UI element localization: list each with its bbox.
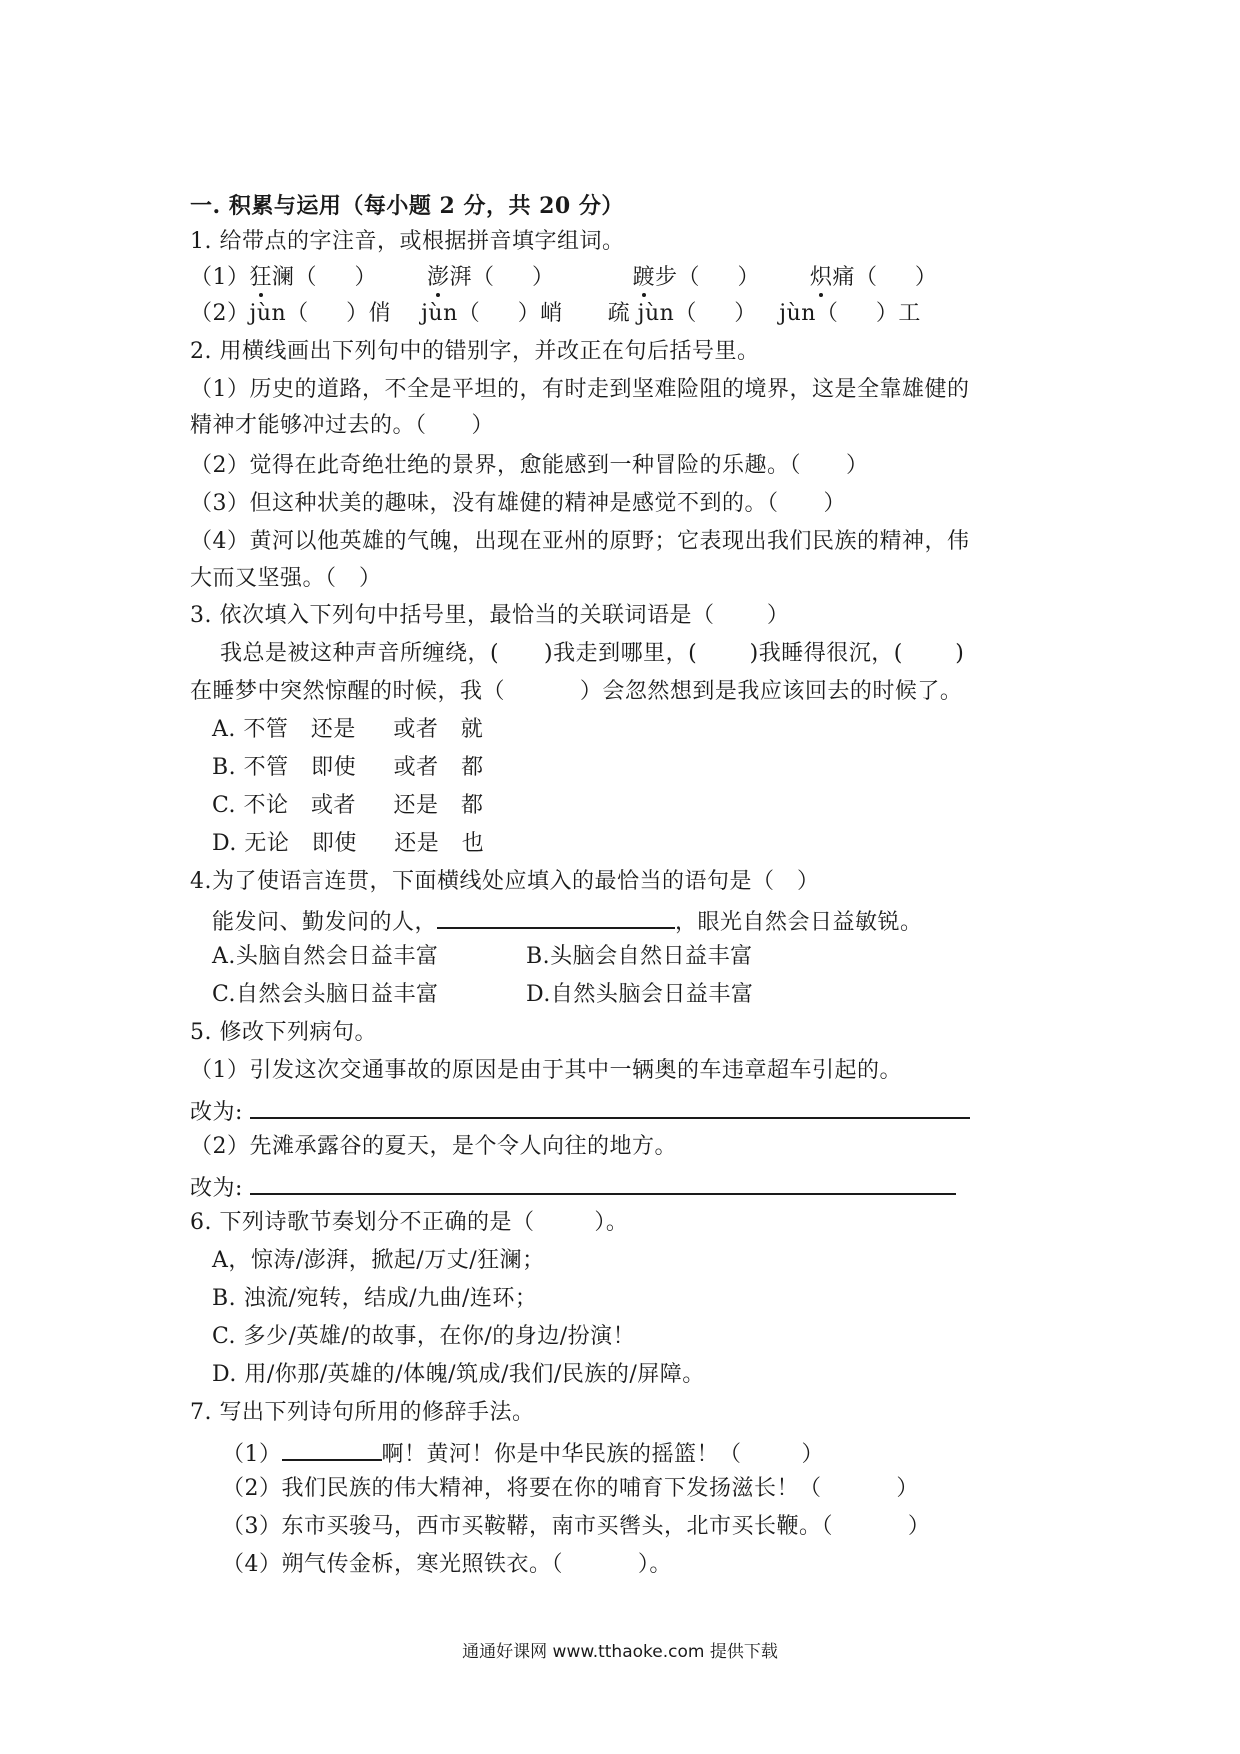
q4-stem: 4.为了使语言连贯，下面横线处应填入的最恰当的语句是（ ） [190, 869, 820, 894]
answer-blank [437, 903, 675, 929]
q6-option-c: C. 多少/英雄/的故事，在你/的身边/扮演！ [212, 1324, 636, 1349]
q3-option-a: A. 不管 还是 或者 就 [212, 717, 484, 742]
q5-sentence-1: （1）引发这次交通事故的原因是由于其中一辆奥的车违章超车引起的。 [190, 1058, 902, 1083]
q2-sentence-4a: （4）黄河以他英雄的气魄，出现在亚州的原野；它表现出我们民族的精神，伟 [190, 529, 970, 554]
q2-sentence-1b: 精神才能够冲过去的。（ ） [190, 413, 494, 438]
q1-stem: 1. 给带点的字注音，或根据拼音填字组词。 [190, 229, 625, 254]
q5-fix-1 [190, 1093, 970, 1129]
footer-text: 通通好课网 www.tthaoke.com 提供下载 [462, 1642, 778, 1662]
q3-option-d: D. 无论 即使 还是 也 [212, 831, 485, 856]
answer-line [250, 1169, 956, 1195]
q7-sentence-3: （3）东市买骏马，西市买鞍鞯，南市买辔头，北市买长鞭。（ ） [222, 1514, 931, 1539]
q4-sentence-before: 能发问、勤发问的人， [212, 910, 438, 935]
q3-stem: 3. 依次填入下列句中括号里，最恰当的关联词语是（ ） [190, 603, 790, 628]
fix-label: 改为: [190, 1176, 243, 1201]
q2-sentence-1a: （1）历史的道路，不全是平坦的，有时走到坚难险阻的境界，这是全靠雄健的 [190, 377, 970, 402]
word-blank: 湃（ ） [449, 265, 555, 290]
word-blank: 痛（ ） [832, 265, 938, 290]
q7-s1-prefix: （1） [222, 1442, 282, 1467]
q3-option-b: B. 不管 即使 或者 都 [212, 755, 484, 780]
q2-sentence-2: （2）觉得在此奇绝壮绝的景界，愈能感到一种冒险的乐趣。（ ） [190, 453, 869, 478]
answer-line [250, 1093, 970, 1119]
q7-sentence-4: （4）朔气传金柝，寒光照铁衣。（ ）。 [222, 1552, 672, 1577]
fix-label: 改为: [190, 1100, 243, 1125]
q5-fix-2 [190, 1169, 956, 1205]
q6-stem: 6. 下列诗歌节奏划分不正确的是（ ）。 [190, 1210, 629, 1235]
q4-option-c: C.自然会头脑日益丰富 [212, 982, 439, 1007]
q4-option-b: B.头脑会自然日益丰富 [526, 944, 753, 969]
q7-sentence-1 [222, 1435, 824, 1471]
dotted-char: 炽 [809, 265, 833, 290]
q1-row2: （2）jùn（ ）俏 jùn（ ）峭 疏 jùn（ ） jùn（ ）工 [190, 301, 921, 326]
q3-option-c: C. 不论 或者 还是 都 [212, 793, 484, 818]
word-blank: 步（ ） [654, 265, 760, 290]
word-blank: 澜（ ） [272, 265, 377, 290]
q4-option-d: D.自然头脑会日益丰富 [526, 982, 754, 1007]
q2-sentence-3: （3）但这种状美的趣味，没有雄健的精神是感觉不到的。（ ） [190, 491, 846, 516]
q5-stem: 5. 修改下列病句。 [190, 1020, 377, 1045]
q6-option-a: A，惊涛/澎湃，掀起/万丈/狂澜； [212, 1248, 545, 1273]
q7-sentence-2: （2）我们民族的伟大精神，将要在你的哺育下发扬滋长！（ ） [222, 1476, 919, 1501]
q3-passage-1: 我总是被这种声音所缠绕，( )我走到哪里，( )我睡得很沉，( ) [190, 641, 965, 666]
q2-sentence-4b: 大而又坚强。（ ） [190, 566, 382, 591]
q7-stem: 7. 写出下列诗句所用的修辞手法。 [190, 1400, 535, 1425]
q7-s1-rest: 啊！黄河！你是中华民族的摇篮！（ ） [381, 1442, 824, 1467]
dotted-char: 踱 [632, 265, 655, 290]
q3-passage-2: 在睡梦中突然惊醒的时候，我（ ）会忽然想到是我应该回去的时候了。 [190, 679, 963, 704]
q6-option-b: B. 浊流/宛转，结成/九曲/连环； [212, 1286, 538, 1311]
dotted-char: 澎 [426, 265, 450, 290]
q4-sentence [212, 903, 923, 939]
q2-stem: 2. 用横线画出下列句中的错别字，并改正在句后括号里。 [190, 339, 760, 364]
q4-sentence-after: ，眼光自然会日益敏锐。 [675, 910, 923, 935]
q4-option-a: A.头脑自然会日益丰富 [212, 944, 439, 969]
q5-sentence-2: （2）先滩承露谷的夏天，是个令人向往的地方。 [190, 1134, 677, 1159]
dotted-char: 狂 [249, 265, 273, 290]
answer-blank [282, 1435, 382, 1461]
q1-row1-prefix: （1） [190, 265, 250, 290]
section-title: 一. 积累与运用（每小题 2 分，共 20 分） [190, 193, 624, 219]
q1-row1 [190, 262, 937, 294]
q6-option-d: D. 用/你那/英雄的/体魄/筑成/我们/民族的/屏障。 [212, 1362, 705, 1387]
